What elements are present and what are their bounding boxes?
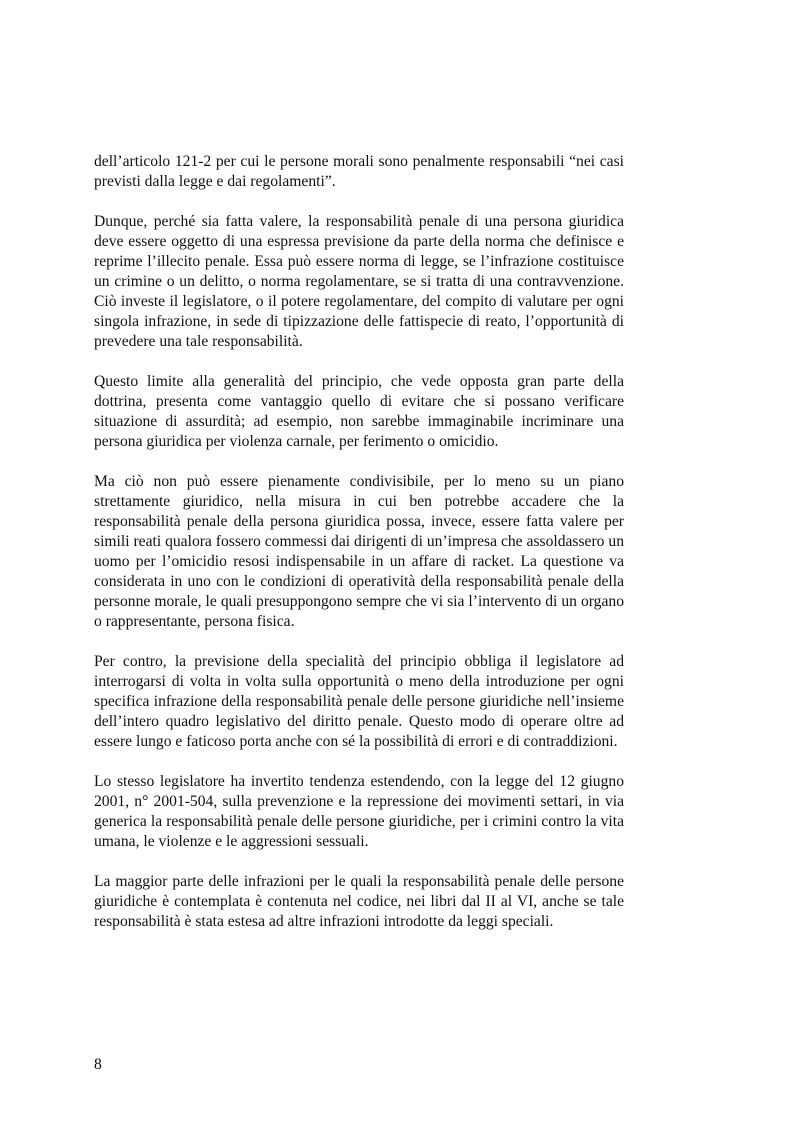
paragraph-7: La maggior parte delle infrazioni per le quali la responsabilità penale delle persone giuridiche è contemplata è contenuta nel codice, nei libri dal II al VI, anche se tale responsabilità è stata estesa ad altre infrazioni introdotte da leggi speciali. (94, 873, 624, 930)
paragraph-1: dell’articolo 121-2 per cui le persone morali sono penalmente responsabili “nei casi previsti dalla legge e dai regolamenti”. (94, 153, 624, 190)
paragraph-3: Questo limite alla generalità del principio, che vede opposta gran parte della dottrina, presenta come vantaggio quello di evitare che si possano verificare situazione di assurdità; ad esempio, non sarebbe immaginabile incriminare una persona giuridica per violenza carnale, per ferimento o omicidio. (94, 373, 624, 450)
body-text (94, 152, 624, 952)
paragraph-2: Dunque, perché sia fatta valere, la responsabilità penale di una persona giuridica deve essere oggetto di una espressa previsione da parte della norma che definisce e reprime l’illecito penale. Essa può essere norma di legge, se l’infrazione costituisce un crimine o un delitto, o norma regolamentare, se si tratta di una contravvenzione. Ciò investe il legislatore, o il potere regolamentare, del compito di valutare per ogni singola infrazione, in sede di tipizzazione delle fattispecie di reato, l’opportunità di prevedere una tale responsabilità. (94, 213, 624, 350)
page-number: 8 (94, 1056, 102, 1073)
paragraph-6: Lo stesso legislatore ha invertito tendenza estendendo, con la legge del 12 giugno 2001, n° 2001-504, sulla prevenzione e la repressione dei movimenti settari, in via generica la responsabilità penale delle persone giuridiche, per i crimini contro la vita umana, le violenze e le aggressioni sessuali. (94, 773, 624, 850)
paragraph-5: Per contro, la previsione della specialità del principio obbliga il legislatore ad interrogarsi di volta in volta sulla opportunità o meno della introduzione per ogni specifica infrazione della responsabilità penale delle persone giuridiche nell’insieme dell’intero quadro legislativo del diritto penale. Questo modo di operare oltre ad essere lungo e faticoso porta anche con sé la possibilità di errori e di contraddizioni. (94, 653, 624, 750)
paragraph-4: Ma ciò non può essere pienamente condivisibile, per lo meno su un piano strettamente giuridico, nella misura in cui ben potrebbe accadere che la responsabilità penale della persona giuridica possa, invece, essere fatta valere per simili reati qualora fossero commessi dai dirigenti di un’impresa che assoldassero un uomo per l’omicidio resosi indispensabile in un affare di racket. La questione va considerata in uno con le condizioni di operatività della responsabilità penale della personne morale, le quali presuppongono sempre che vi sia l’intervento di un organo o rappresentante, persona fisica. (94, 473, 624, 630)
